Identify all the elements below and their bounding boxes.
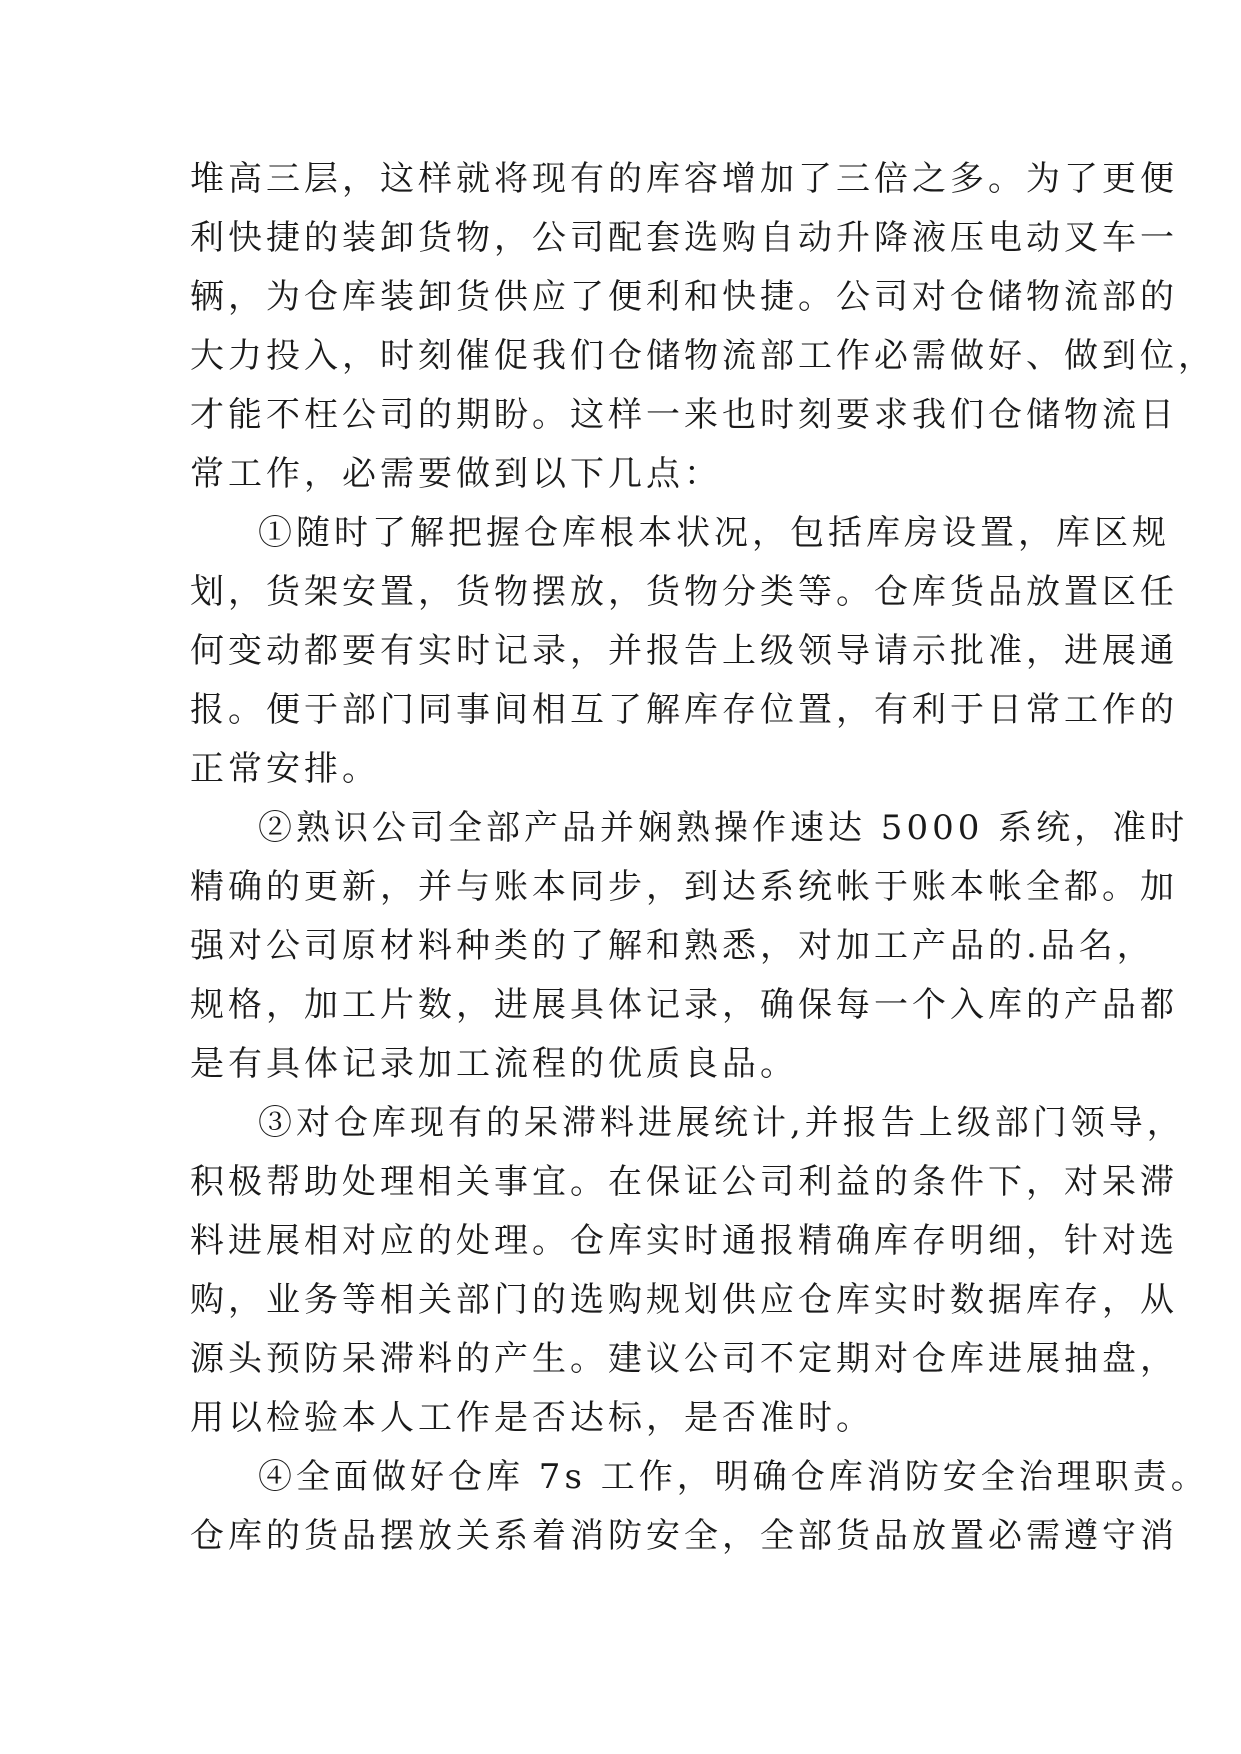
text-line: 堆高三层，这样就将现有的库容增加了三倍之多。为了更便 (190, 159, 1178, 199)
body-text (190, 150, 1216, 1566)
text-line: 正常安排。 (190, 749, 380, 789)
text-line: 常工作，必需要做到以下几点： (190, 454, 722, 494)
text-line: 规格，加工片数，进展具体记录，确保每一个入库的产品都 (190, 985, 1178, 1025)
text-line: 利快捷的装卸货物，公司配套选购自动升降液压电动叉车一 (190, 218, 1178, 258)
paragraph-start-line: ②熟识公司全部产品并娴熟操作速达 5000 系统，准时 (258, 808, 1189, 848)
text-line: 料进展相对应的处理。仓库实时通报精确库存明细，针对选 (190, 1221, 1178, 1261)
text-line: 精确的更新，并与账本同步，到达系统帐于账本帐全都。加 (190, 867, 1178, 907)
text-line: 强对公司原材料种类的了解和熟悉，对加工产品的.品名， (190, 926, 1155, 966)
text-line: 仓库的货品摆放关系着消防安全，全部货品放置必需遵守消 (190, 1516, 1178, 1556)
text-line: 报。便于部门同事间相互了解库存位置，有利于日常工作的 (190, 690, 1178, 730)
text-line: 积极帮助处理相关事宜。在保证公司利益的条件下，对呆滞 (190, 1162, 1178, 1202)
text-line: 才能不枉公司的期盼。这样一来也时刻要求我们仓储物流日 (190, 395, 1178, 435)
text-line: 划，货架安置，货物摆放，货物分类等。仓库货品放置区任 (190, 572, 1178, 612)
paragraph-start-line: ④全面做好仓库 7s 工作，明确仓库消防安全治理职责。 (258, 1457, 1209, 1497)
text-line: 何变动都要有实时记录，并报告上级领导请示批准，进展通 (190, 631, 1178, 671)
text-line: 辆，为仓库装卸货供应了便利和快捷。公司对仓储物流部的 (190, 277, 1178, 317)
text-line: 购，业务等相关部门的选购规划供应仓库实时数据库存，从 (190, 1280, 1178, 1320)
paragraph-start-line: ①随时了解把握仓库根本状况，包括库房设置，库区规 (258, 513, 1170, 553)
paragraph-start-line: ③对仓库现有的呆滞料进展统计,并报告上级部门领导， (258, 1103, 1185, 1143)
text-line: 是有具体记录加工流程的优质良品。 (190, 1044, 798, 1084)
text-line: 源头预防呆滞料的产生。建议公司不定期对仓库进展抽盘， (190, 1339, 1178, 1379)
text-line: 大力投入，时刻催促我们仓储物流部工作必需做好、做到位， (190, 336, 1216, 376)
text-line: 用以检验本人工作是否达标，是否准时。 (190, 1398, 874, 1438)
